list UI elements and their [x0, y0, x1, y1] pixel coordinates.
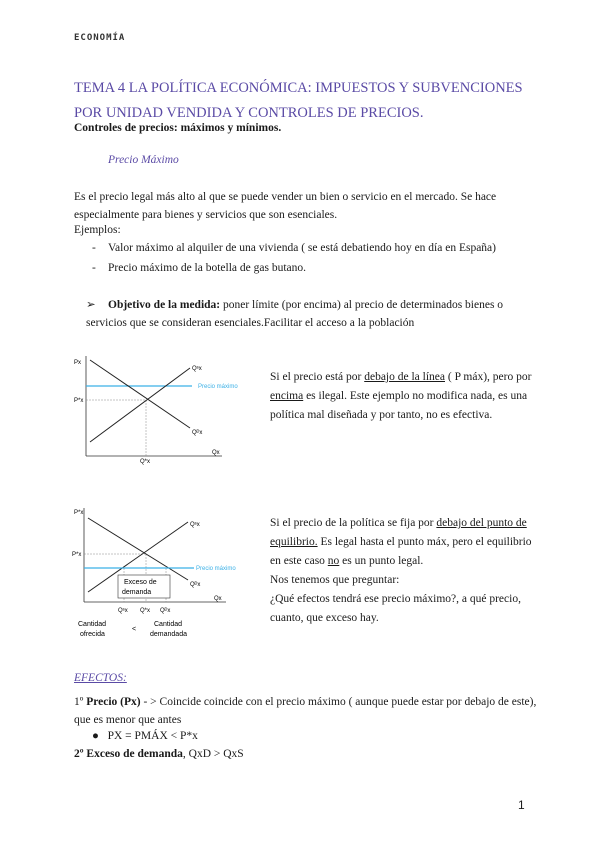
objective-item	[86, 296, 546, 332]
supply-label: Qˢx	[190, 522, 200, 528]
objective-text: poner límite (por encima) al precio de determinados bienes o servicios que se consideran esenciales.Facilitar el acceso a la población	[86, 299, 504, 329]
demand-label: Qᴰx	[192, 430, 203, 436]
q-demanded-label: Qᴰx	[160, 608, 171, 614]
caption-demanded-2: demandada	[150, 631, 187, 638]
effect-2	[74, 748, 244, 760]
chart2-explanation	[270, 514, 542, 628]
effect-text: - > Coincide coincide con el precio máximo ( aunque puede estar por debajo de este), que es menor que antes	[74, 696, 537, 726]
eq-price-label: P*x	[74, 398, 84, 404]
y-axis-label: Px	[74, 360, 82, 366]
effect-label: Precio (Px)	[86, 696, 141, 708]
underlined-text: encima	[270, 390, 304, 402]
effect-number: 2º	[74, 748, 84, 760]
text: Es legal hasta el punto máx, pero el equilibrio en este caso	[270, 536, 532, 567]
text: ¿Qué efectos tendrá ese precio máximo?, a qué precio, cuanto, que exceso hay.	[270, 593, 521, 624]
caption-demanded-1: Cantidad	[154, 621, 183, 628]
max-price-label: Precio máximo	[198, 384, 238, 390]
caption-offered-1: Cantidad	[78, 621, 107, 628]
demand-curve	[90, 360, 190, 428]
max-price-label: Precio máximo	[196, 566, 236, 572]
effect-1-formula: ● PX = PMÁX < P*x	[92, 730, 198, 742]
text: Si el precio de la política se fija por	[270, 517, 437, 529]
examples-label: Ejemplos:	[74, 224, 121, 236]
effect-label: Exceso de demanda	[86, 748, 183, 760]
x-axis-label: Qx	[212, 450, 220, 456]
eq-qty-label: Q*x	[140, 459, 151, 465]
excess-label-line1: Exceso de	[124, 579, 157, 586]
arrow-bullet-icon: ➢	[86, 299, 96, 311]
q-eq-label: Q*x	[140, 608, 151, 614]
text: es un punto legal.	[339, 555, 424, 567]
x-axis-label: Qx	[214, 596, 222, 602]
underlined-text: debajo de la línea	[364, 371, 445, 383]
page-title: TEMA 4 LA POLÍTICA ECONÓMICA: IMPUESTOS Y SUBVENCIONES POR UNIDAD VENDIDA Y CONTROLES DE PRECIOS.	[74, 80, 523, 121]
demand-label: Qᴰx	[190, 582, 201, 588]
section-heading: Precio Máximo	[108, 154, 179, 166]
demand-curve	[88, 518, 188, 580]
excess-label-line2: demanda	[122, 589, 152, 596]
effect-number: 1º	[74, 696, 84, 708]
text: es ilegal. Este ejemplo no modifica nada, es una política mal diseñada y por tanto, no es efectiva.	[270, 390, 528, 421]
caption-offered-2: ofrecida	[80, 631, 105, 638]
supply-label: Qˢx	[192, 366, 202, 372]
chart1-explanation	[270, 368, 542, 425]
text: Si el precio está por	[270, 371, 365, 383]
formula-text: PX = PMÁX < P*x	[107, 730, 198, 742]
text: Nos tenemos que preguntar:	[270, 574, 400, 586]
y-axis-label: P*x	[74, 510, 84, 516]
underlined-text: no	[327, 555, 340, 567]
list-item: - Valor máximo al alquiler de una vivienda ( se está debatiendo hoy en día en España)	[92, 242, 496, 254]
underlined-text: debajo del punto de equilibrio.	[270, 517, 527, 548]
list-item: - Precio máximo de la botella de gas butano.	[92, 262, 306, 274]
objective-label: Objetivo de la medida:	[108, 299, 221, 311]
running-header: ECONOMÍA	[74, 33, 126, 43]
page-number: 1	[518, 798, 525, 812]
list-item-text: Valor máximo al alquiler de una vivienda ( se está debatiendo hoy en día en España)	[108, 242, 496, 254]
subtitle: Controles de precios: máximos y mínimos.	[74, 122, 282, 134]
eq-price-label: P*x	[72, 552, 82, 558]
chart-max-price-below	[62, 502, 262, 642]
supply-curve	[90, 368, 190, 442]
text: ( P máx), pero por	[445, 371, 532, 383]
definition-paragraph: Es el precio legal más alto al que se puede vender un bien o servicio en el mercado. Se hace especialmente para bienes y servicios que son esenciales.	[74, 191, 497, 221]
effects-heading: EFECTOS:	[74, 672, 127, 684]
q-offered-label: Qˢx	[118, 608, 128, 614]
caption-less-than: <	[132, 626, 137, 633]
chart-max-price-above	[72, 350, 254, 466]
effect-1	[74, 693, 544, 729]
effect-text: , QxD > QxS	[182, 748, 244, 760]
list-item-text: Precio máximo de la botella de gas butano.	[108, 262, 306, 274]
